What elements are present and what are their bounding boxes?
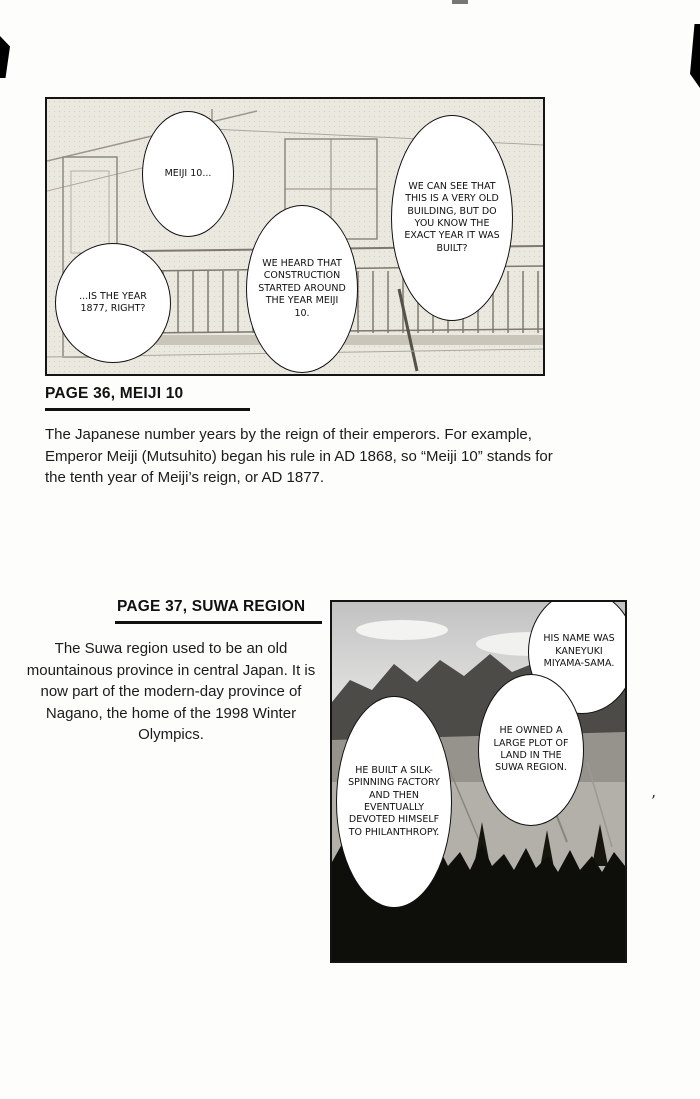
- speech-bubble-we-can-see: WE CAN SEE THAT THIS IS A VERY OLD BUILDING, BUT DO YOU KNOW THE EXACT YEAR IT WAS BUILT?: [391, 115, 513, 321]
- note-paragraph-page36: The Japanese number years by the reign of their emperors. For example, Emperor Meiji (Mutsuhito) began his rule in AD 1868, so “Meiji 10” stands for the tenth year of Meiji’s reign, or AD 1877.: [45, 426, 553, 486]
- manga-panel-page36: [45, 97, 545, 376]
- section-heading-page36: PAGE 36, MEIJI 10: [45, 385, 184, 402]
- speech-bubble-we-heard: WE HEARD THAT CONSTRUCTION STARTED AROUND THE YEAR MEIJI 10.: [246, 205, 358, 373]
- section-heading-page37: PAGE 37, SUWA REGION: [117, 598, 306, 615]
- speech-bubble-his-name: HIS NAME WAS KANEYUKI MIYAMA-SAMA.: [528, 600, 627, 714]
- speech-bubble-meiji-10: MEIJI 10...: [142, 111, 234, 237]
- speech-bubble-he-built: HE BUILT A SILK-SPINNING FACTORY AND THEN EVENTUALLY DEVOTED HIMSELF TO PHILANTHROPY.: [336, 696, 452, 908]
- stray-ink-mark: ’: [651, 792, 656, 810]
- scan-artifact-top-edge: [452, 0, 468, 4]
- heading-rule: [45, 408, 250, 411]
- scan-artifact-top-left: [0, 36, 10, 78]
- note-paragraph-page37: The Suwa region used to be an old mountainous province in central Japan. It is now part of the modern-day province of Nagano, the home of the 1998 Winter Olympics.: [26, 640, 316, 743]
- speech-bubble-is-the-year: ...IS THE YEAR 1877, RIGHT?: [55, 243, 171, 363]
- heading-rule: [115, 621, 322, 624]
- speech-bubble-he-owned: HE OWNED A LARGE PLOT OF LAND IN THE SUWA REGION.: [478, 674, 584, 826]
- manga-panel-page37: [330, 600, 627, 963]
- scan-artifact-top-right: [690, 24, 700, 88]
